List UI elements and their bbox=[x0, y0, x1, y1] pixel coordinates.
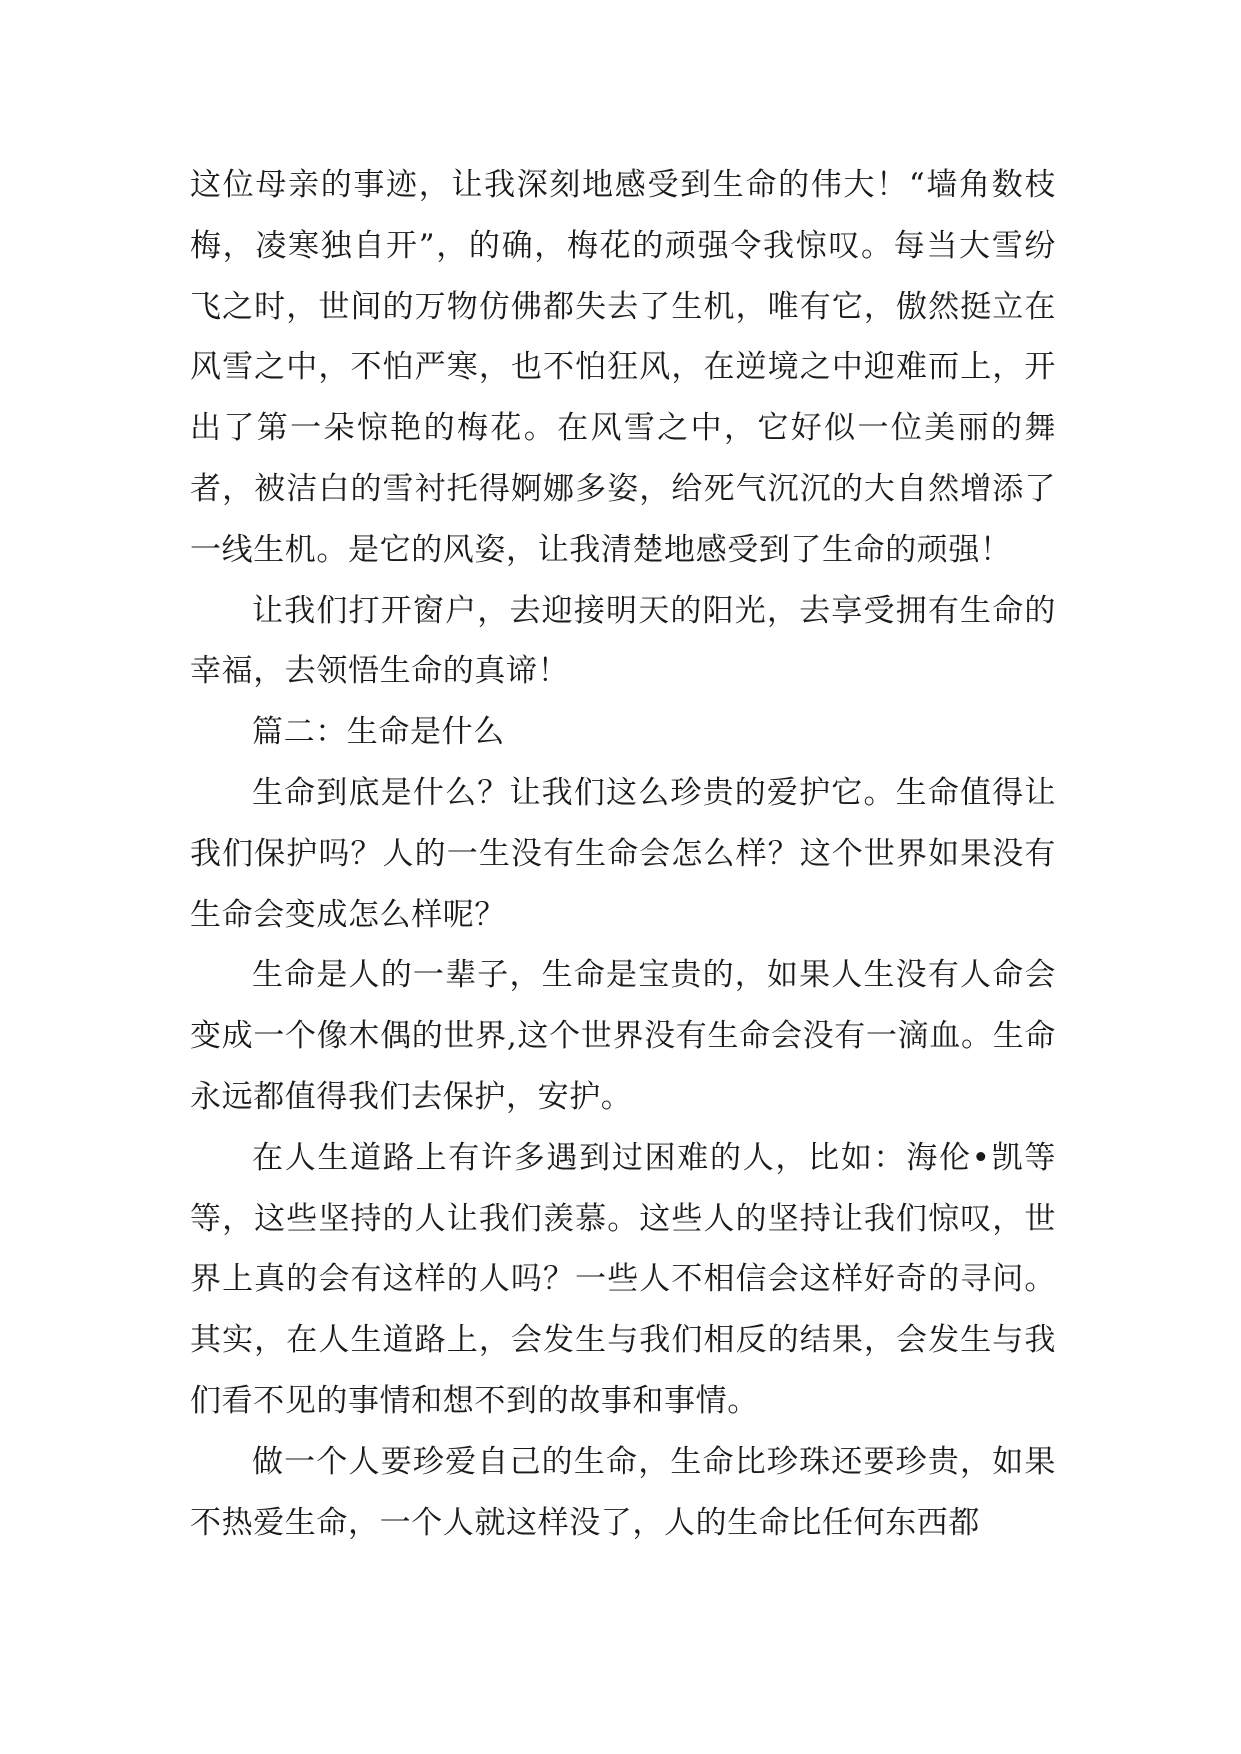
document-body bbox=[190, 155, 1056, 1553]
paragraph-cherish-life: 做一个人要珍爱自己的生命，生命比珍珠还要珍贵，如果不热爱生命，一个人就这样没了，人的生命比任何东西都 bbox=[190, 1443, 1056, 1541]
paragraph-open-window: 让我们打开窗户，去迎接明天的阳光，去享受拥有生命的幸福，去领悟生命的真谛！ bbox=[190, 592, 1056, 690]
section-heading: 篇二：生命是什么 bbox=[252, 714, 505, 751]
paragraph-what-is-life: 生命到底是什么？让我们这么珍贵的爱护它。生命值得让我们保护吗？人的一生没有生命会怎么样？这个世界如果没有生命会变成怎么样呢？ bbox=[190, 774, 1056, 933]
paragraph-life-precious: 生命是人的一辈子，生命是宝贵的，如果人生没有人命会变成一个像木偶的世界,这个世界没有生命会没有一滴血。生命永远都值得我们去保护，安护。 bbox=[190, 957, 1056, 1115]
paragraph-plum-blossom: 这位母亲的事迹，让我深刻地感受到生命的伟大！“墙角数枝梅，凌寒独自开”，的确，梅花的顽强令我惊叹。每当大雪纷飞之时，世间的万物仿佛都失去了生机，唯有它，傲然挺立在风雪之中，不怕严寒，也不怕狂风，在逆境之中迎难而上，开出了第一朵惊艳的梅花。在风雪之中，它好似一位美丽的舞者，被洁白的雪衬托得婀娜多姿，给死气沉沉的大自然增添了一线生机。是它的风姿，让我清楚地感受到了生命的顽强！ bbox=[190, 167, 1056, 568]
paragraph-life-road: 在人生道路上有许多遇到过困难的人，比如：海伦•凯等等，这些坚持的人让我们羡慕。这些人的坚持让我们惊叹，世界上真的会有这样的人吗？一些人不相信会这样好奇的寻问。其实，在人生道路上，会发生与我们相反的结果，会发生与我们看不见的事情和想不到的故事和事情。 bbox=[190, 1139, 1056, 1419]
